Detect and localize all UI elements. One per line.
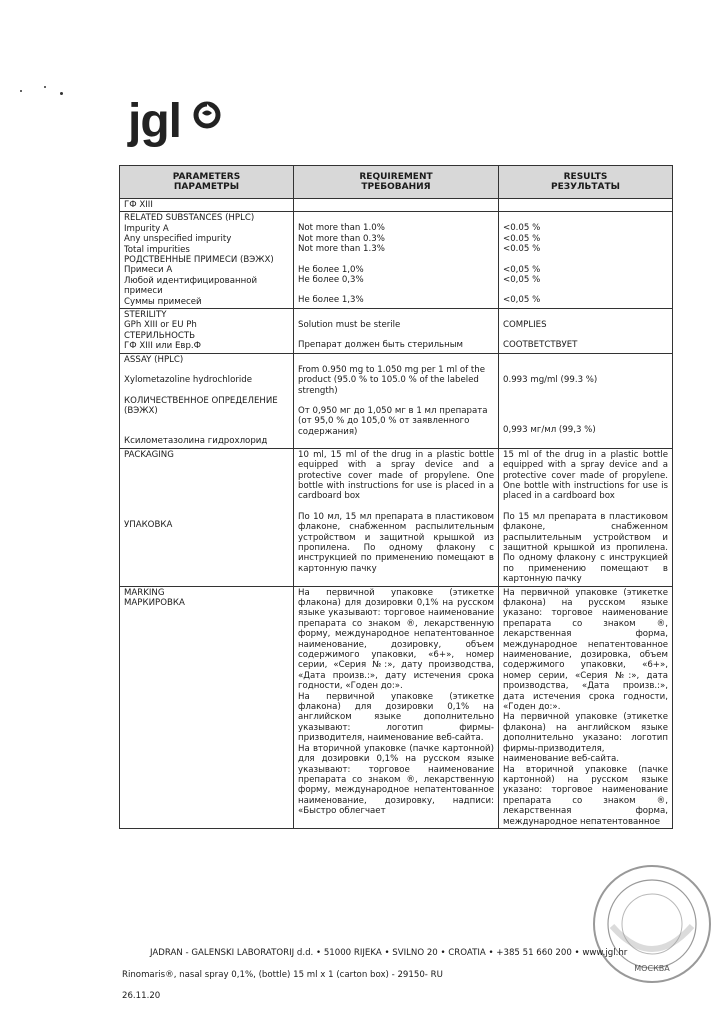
table-row-assay: ASSAY (HPLC) Xylometazoline hydrochloride КОЛИЧЕСТВЕННОЕ ОПРЕДЕЛЕНИЕ (ВЭЖХ) Ксилометазолина гидрохлорид From 0.950 mg to 1.050 mg per 1 ml of the product (95.0 % to 105.0 % of the labeled strength) От 0,950 мг до 1,050 мг в 1 мл препарата (от 95,0 % до 105,0 % от заявленного содержания) 0.993 mg/ml (99.3 %) 0,993 мг/мл (99,3 %) — [120, 353, 673, 448]
jgl-logo-mark-icon — [192, 100, 222, 130]
table-row-related-substances — [120, 212, 673, 309]
specification-table — [119, 165, 673, 829]
stamp-city: МОСКВА — [634, 964, 670, 973]
scan-speck — [60, 92, 63, 95]
related-substances-cell: RELATED SUBSTANCES (HPLC) Impurity A Any unspecified impurity Total impurities РОДСТВЕННЫЕ ПРИМЕСИ (ВЭЖХ) Примеси А Любой идентифицированной примеси Суммы примесей — [120, 212, 294, 309]
official-stamp — [590, 862, 714, 986]
scan-speck — [44, 86, 46, 88]
table-row-marking: MARKING МАРКИРОВКА На первичной упаковке (этикетке флакона) для дозировки 0,1% на русском языке указывают: торговое наименование препарата со знаком ®, лекарственную форму, международное непатентованное наименование, дозировку, объем содержимого упаковки, «6+», номер серии, «Серия №:», дату производства, «Дата произв.:», дату истечения срока годности, «Годен до:». На первичной упаковке (этикетке флакона) для дозировки 0,1% на английском языке дополнительно указывают: логотип фирмы-призводителя, наименование веб-сайта. На вторичной упаковке (пачке картонной) для дозировки 0,1% на русском языке указывают: торговое наименование препарата со знаком ®, лекарственную форму, международное непатентованное наименование, дозировку, надписи: «Быстро облегчает На первичной упаковке (этикетке флакона) на русском языке указано: торговое наименование препарата со знаком ®, лекарственная форма, международное непатентованное наименование, дозировка, объем содержимого упаковки, «6+», номер серии, «Серия №:», дата производства, «Дата произв.:», дата истечения срока годности, «Годен до:». На первичной упаковке (этикетке флакона) на английском языке дополнительно указано: логотип фирмы-призводителя, наименование веб-сайта. На вторичной упаковке (пачке картонной) на русском языке указано: торговое наименование препарата со знаком ®, лекарственная форма, международное непатентованное — [120, 586, 673, 828]
header-parameters: PARAMETERS ПАРАМЕТРЫ — [120, 166, 294, 199]
related-substances-requirements: Not more than 1.0% Not more than 0.3% Not more than 1.3% Не более 1,0% Не более 0,3% Не более 1,3% — [294, 212, 499, 309]
table-row-packaging: PACKAGING УПАКОВКА 10 ml, 15 ml of the drug in a plastic bottle equipped with a spray device and a protective cover made of propylene. One bottle with instructions for use is placed in a cardboard box По 10 мл, 15 мл препарата в пластиковом флаконе, снабженном распылительным устройством и защитной крышкой из пропилена. По одному флакону с инструкцией по применению помещают в картонную пачку 15 ml of the drug in a plastic bottle equipped with a spray device and a protective cover made of propylene. One bottle with instructions for use is placed in a cardboard box По 15 мл препарата в пластиковом флаконе, снабженном распылительным устройством и защитной крышкой из пропилена. По одному флакону с инструкцией по применению помещают в картонную пачку — [120, 448, 673, 586]
header-requirement: REQUIREMENT ТРЕБОВАНИЯ — [294, 166, 499, 199]
related-substances-results: <0.05 % <0.05 % <0.05 % <0,05 % <0,05 % <0,05 % — [499, 212, 673, 309]
footer-date: 26.11.20 — [122, 991, 161, 1001]
scan-speck — [20, 90, 22, 92]
company-logo: jgl — [128, 95, 181, 148]
table-row-sterility: STERILITY GPh XIII or EU Ph СТЕРИЛЬНОСТЬ ГФ XIII или Евр.Ф Solution must be sterile Препарат должен быть стерильным COMPLIES СООТВЕТСТВУЕТ — [120, 309, 673, 354]
table-row-gf: ГФ XIII — [120, 199, 673, 212]
footer-company-address: JADRAN - GALENSKI LABORATORIJ d.d. • 51000 RIJEKA • SVILNO 20 • CROATIA • +385 51 660 200 • www.jgl.hr — [150, 948, 628, 958]
table-header-row — [120, 166, 673, 199]
footer-product-line: Rinomaris®, nasal spray 0,1%, (bottle) 15 ml x 1 (carton box) - 29150- RU — [122, 970, 443, 980]
header-results: RESULTS РЕЗУЛЬТАТЫ — [499, 166, 673, 199]
